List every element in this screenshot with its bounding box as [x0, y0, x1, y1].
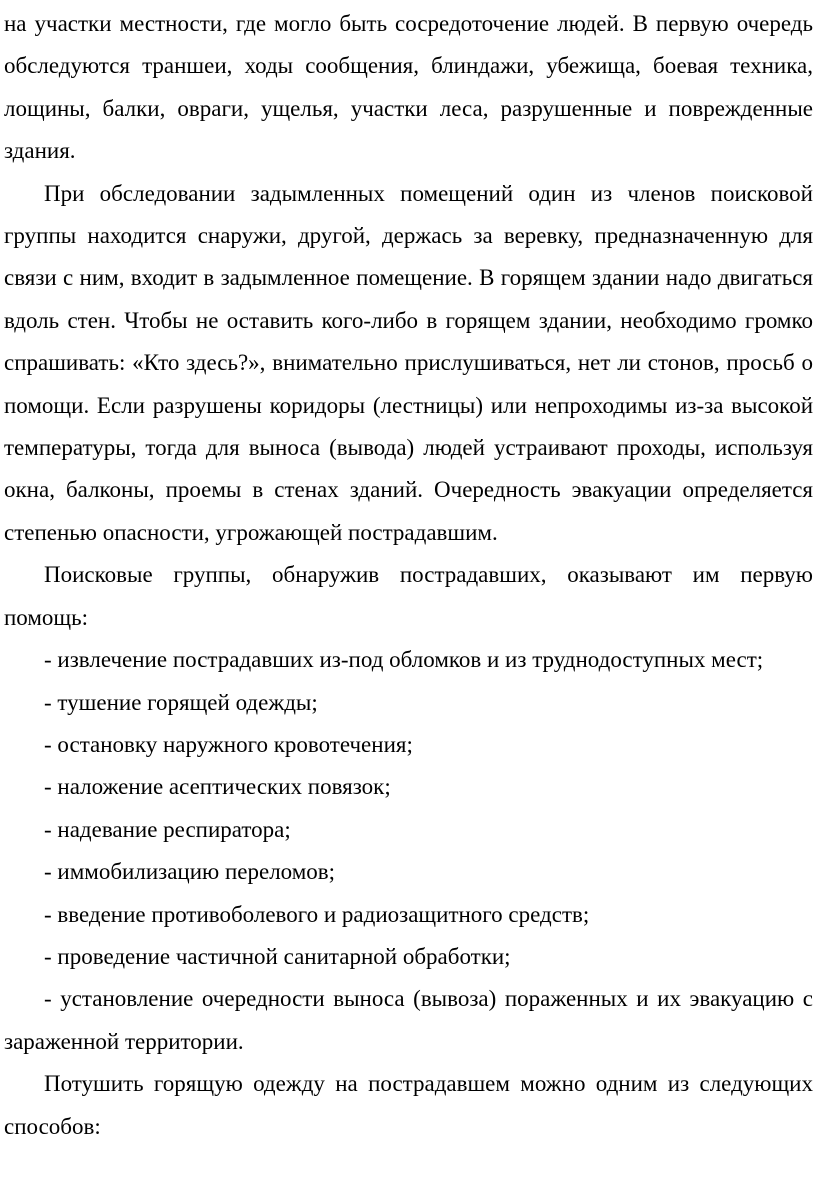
list-item: - остановку наружного кровотечения; — [44, 731, 413, 757]
list-item: - введение противоболевого и радиозащитного средств; — [44, 901, 590, 927]
first-aid-list — [4, 639, 813, 1063]
paragraph-smoke-rooms: При обследовании задымленных помещений один из членов поисковой группы находится снаружи, другой, держась за веревку, предназначенную для связи с ним, входит в задымленное помещение. В горящем здании надо двигаться вдоль стен. Чтобы не оставить кого-либо в горящем здании, необходимо громко спрашивать: «Кто здесь?», внимательно прислушиваться, нет ли стонов, просьб о помощи. Если разрушены коридоры (лестницы) или непроходимы из-за высокой температуры, тогда для выноса (вывода) людей устраивают проходы, используя окна, балконы, проемы в стенах зданий. Очередность эвакуации определяется степенью опасности, угрожающей пострадавшим. — [4, 180, 813, 545]
list-item: - иммобилизацию переломов; — [44, 859, 336, 885]
list-item: - надевание респиратора; — [44, 816, 291, 842]
list-item: - проведение частичной санитарной обработки; — [44, 943, 511, 969]
paragraph-search-areas: на участки местности, где могло быть сосредоточение людей. В первую очередь обследуются траншеи, ходы сообщения, блиндажи, убежища, боевая техника, лощины, балки, овраги, ущелья, участки леса, разрушенные и поврежденные здания. — [4, 11, 813, 164]
paragraph-extinguish-clothing: Потушить горящую одежду на пострадавшем можно одним из следующих способов: — [4, 1071, 813, 1139]
paragraph-first-aid-intro: Поисковые группы, обнаружив пострадавших, оказывают им первую помощь: — [4, 562, 813, 630]
list-item: - тушение горящей одежды; — [44, 689, 318, 715]
list-item: - установление очередности выноса (вывоза) пораженных и их эвакуацию с зараженной территории. — [4, 986, 813, 1054]
list-item: - наложение асептических повязок; — [44, 774, 391, 800]
list-item: - извлечение пострадавших из-под обломков и из труднодоступных мест; — [44, 647, 764, 673]
document-page — [4, 0, 813, 1148]
